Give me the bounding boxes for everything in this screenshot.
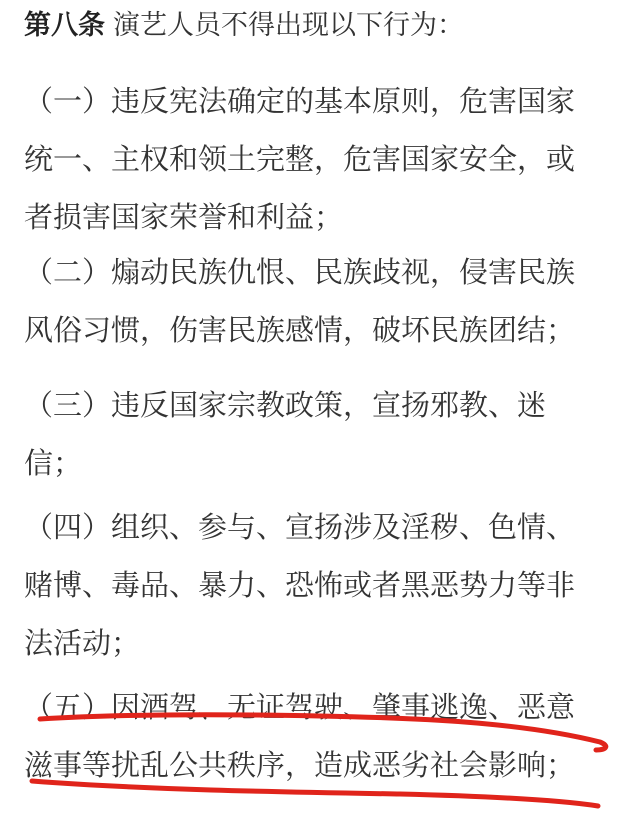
clause-line: 统一、主权和领土完整，危害国家安全，或 bbox=[24, 142, 576, 176]
article-label: 第八条 bbox=[24, 10, 105, 41]
clause-line: 者损害国家荣誉和利益； bbox=[24, 200, 344, 234]
clause-line: （四）组织、参与、宣扬涉及淫秽、色情、 bbox=[24, 510, 576, 544]
clause-line: （五）因酒驾、无证驾驶、肇事逃逸、恶意 bbox=[24, 690, 576, 724]
clause-line: （三）违反国家宗教政策，宣扬邪教、迷 bbox=[24, 388, 547, 422]
clause-2 bbox=[24, 243, 604, 359]
clause-line: 滋事等扰乱公共秩序，造成恶劣社会影响； bbox=[24, 748, 576, 782]
clause-line: （一）违反宪法确定的基本原则，危害国家 bbox=[24, 84, 576, 118]
clause-5 bbox=[24, 678, 604, 794]
clause-line: 法活动； bbox=[24, 626, 141, 660]
clause-line: 信； bbox=[24, 446, 83, 480]
article-heading bbox=[24, 6, 614, 46]
clause-line: 赌博、毒品、暴力、恐怖或者黑恶势力等非 bbox=[24, 568, 576, 602]
clause-1 bbox=[24, 72, 604, 246]
clause-line: 风俗习惯，伤害民族感情，破坏民族团结； bbox=[24, 313, 576, 347]
clause-line: （二）煽动民族仇恨、民族歧视，侵害民族 bbox=[24, 255, 576, 289]
clause-3 bbox=[24, 376, 604, 492]
clause-4 bbox=[24, 498, 604, 672]
article-heading-text: 演艺人员不得出现以下行为： bbox=[113, 10, 464, 41]
